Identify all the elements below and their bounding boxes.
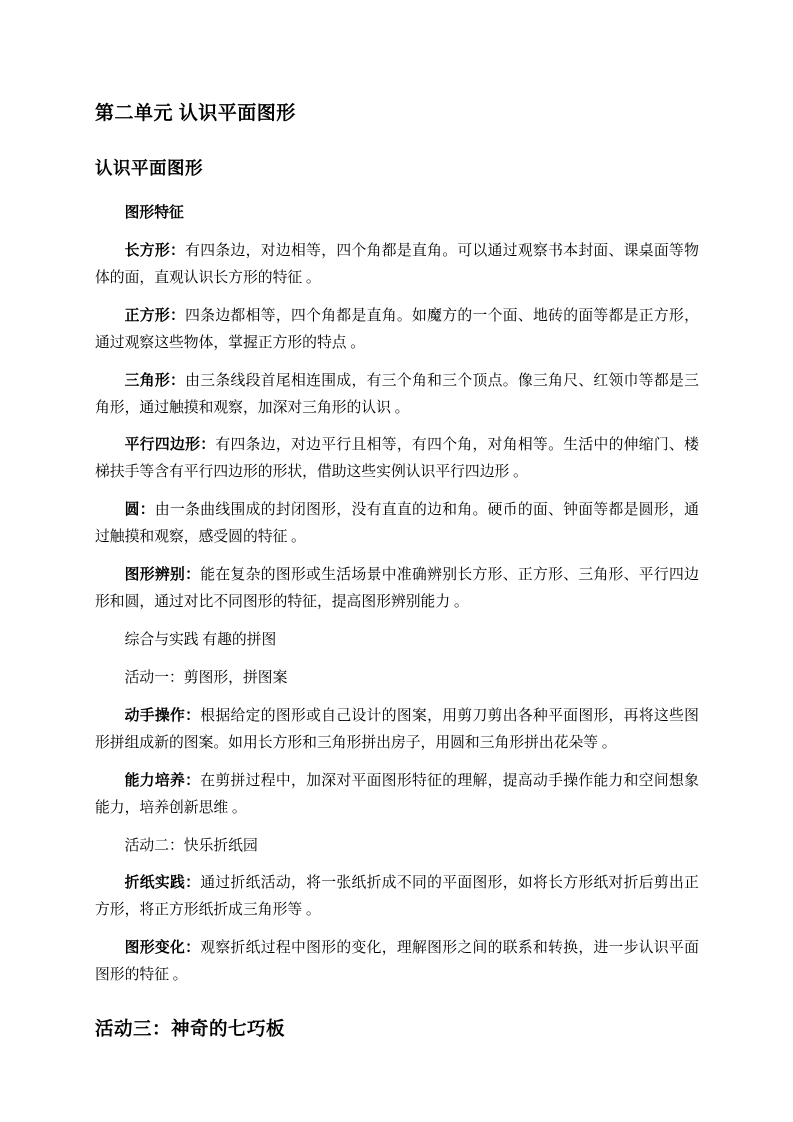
activity-three-heading: 活动三：神奇的七巧板 xyxy=(95,1018,286,1040)
paragraph-text: 有四条边，对边相等，四个角都是直角。可以通过观察书本封面、课桌面等物体的面，直观认识长方形的特征 。 xyxy=(95,242,699,286)
paragraph-text: 通过折纸活动，将一张纸折成不同的平面图形，如将长方形纸对折后剪出正方形，将正方形纸折成三角形等 。 xyxy=(95,875,699,919)
paragraph-lead: 折纸实践： xyxy=(124,875,201,892)
paragraph-shape-identification xyxy=(95,562,699,616)
paragraph-lead: 图形特征 xyxy=(124,205,184,221)
paragraph-rectangle xyxy=(95,238,699,292)
paragraph-ability-training xyxy=(95,768,699,822)
paragraph-lead: 动手操作： xyxy=(124,707,201,724)
paragraph-text: 四条边都相等，四个角都是直角。如魔方的一个面、地砖的面等都是正方形，通过观察这些物体，掌握正方形的特点 。 xyxy=(95,307,699,351)
paragraph-text: 由三条线段首尾相连围成，有三个角和三个顶点。像三角尺、红领巾等都是三角形，通过触摸和观察，加深对三角形的认识 。 xyxy=(95,372,699,416)
paragraph-lead: 正方形： xyxy=(124,307,186,324)
paragraph-text: 根据给定的图形或自己设计的图案，用剪刀剪出各种平面图形，再将这些图形拼组成新的图案。如用长方形和三角形拼出房子，用圆和三角形拼出花朵等 。 xyxy=(95,707,699,751)
paragraph-shape-change xyxy=(95,935,699,989)
paragraph-lead: 图形变化： xyxy=(124,940,201,957)
section-heading: 认识平面图形 xyxy=(95,158,203,178)
paragraph-square xyxy=(95,303,699,357)
paragraph-lead: 三角形： xyxy=(124,372,186,389)
paragraph-text: 活动二：快乐折纸园 xyxy=(124,837,258,854)
paragraph-text: 观察折纸过程中图形的变化，理解图形之间的联系和转换，进一步认识平面图形的特征 。 xyxy=(95,940,699,984)
paragraph-triangle xyxy=(95,368,699,422)
paragraph-text: 有四条边，对边平行且相等，有四个角，对角相等。生活中的伸缩门、楼梯扶手等含有平行四边形的形状，借助这些实例认识平行四边形 。 xyxy=(95,437,699,481)
paragraph-paper-folding xyxy=(95,870,699,924)
paragraph-activity-two xyxy=(95,833,699,860)
paragraph-text: 由一条曲线围成的封闭图形，没有直直的边和角。硬币的面、钟面等都是圆形，通过触摸和观察，感受圆的特征 。 xyxy=(95,502,699,546)
paragraph-text: 在剪拼过程中，加深对平面图形特征的理解，提高动手操作能力和空间想象能力，培养创新思维 。 xyxy=(95,772,699,816)
paragraph-practice-intro xyxy=(95,627,699,654)
paragraph-parallelogram xyxy=(95,432,699,486)
paragraph-lead: 图形辨别： xyxy=(124,567,201,584)
paragraph-lead: 圆： xyxy=(124,502,155,519)
paragraph-features-heading xyxy=(95,200,699,227)
paragraph-text: 活动一：剪图形，拼图案 xyxy=(124,669,288,686)
paragraph-lead: 平行四边形： xyxy=(124,437,216,454)
paragraph-text: 能在复杂的图形或生活场景中准确辨别长方形、正方形、三角形、平行四边形和圆，通过对比不同图形的特征，提高图形辨别能力 。 xyxy=(95,567,699,611)
paragraph-text: 综合与实践 有趣的拼图 xyxy=(124,631,277,648)
paragraph-activity-one xyxy=(95,665,699,692)
paragraph-lead: 能力培养： xyxy=(124,772,201,789)
paragraph-circle xyxy=(95,497,699,551)
paragraph-lead: 长方形： xyxy=(124,242,186,259)
paragraph-hands-on xyxy=(95,703,699,757)
document-title: 第二单元 认识平面图形 xyxy=(95,103,296,124)
